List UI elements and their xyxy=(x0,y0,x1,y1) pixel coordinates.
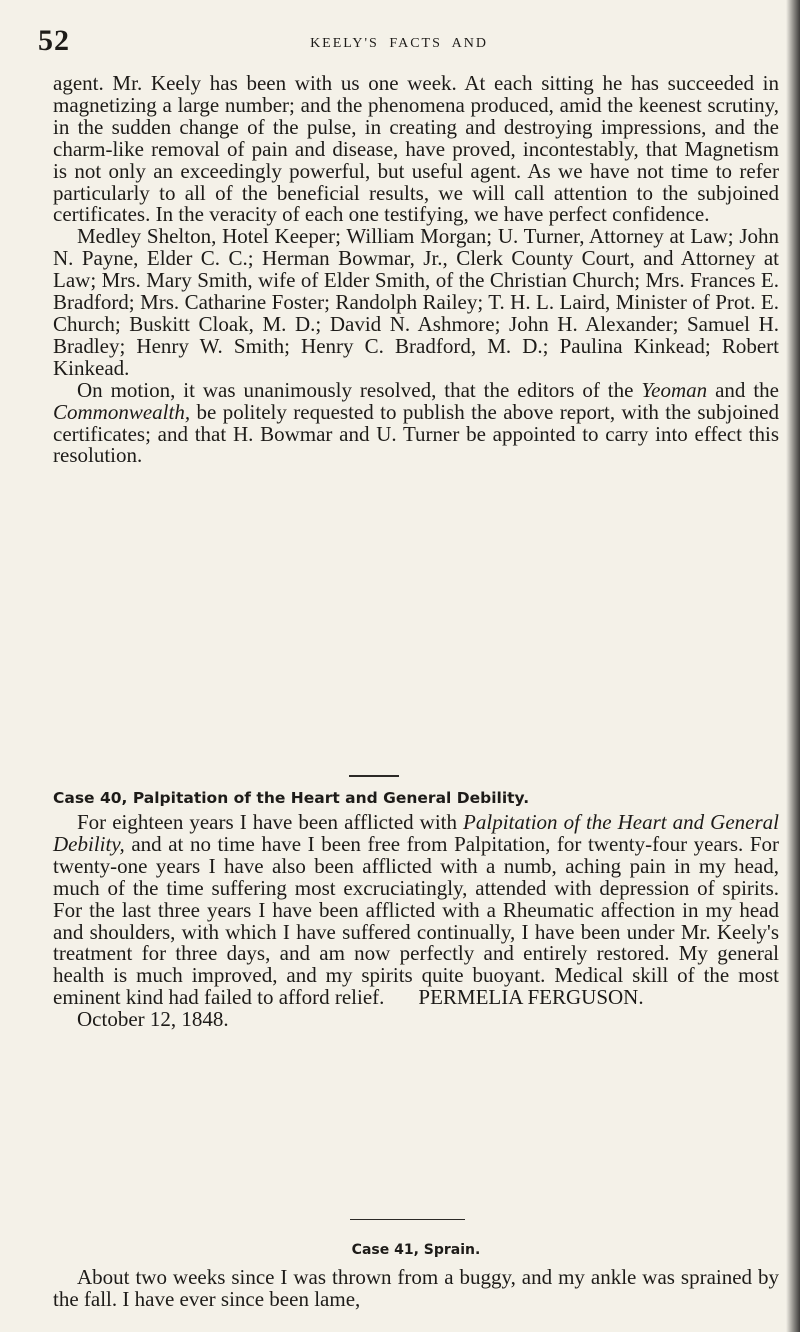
case-40-heading: Case 40, Palpitation of the Heart and General Debility. xyxy=(53,789,530,807)
newspaper-yeoman: Yeoman xyxy=(641,377,708,402)
intro-section xyxy=(53,73,779,467)
page-edge-shadow xyxy=(786,0,800,1332)
newspaper-commonwealth: Commonwealth, xyxy=(53,399,191,424)
resolution-text-end: be politely requested to publish the above report, with the subjoined certificates; and that H. Bowmar and U. Turner be appointed to carry into effect this resolution. xyxy=(53,399,779,468)
case-40-text-end: and at no time have I been free from Palpitation, for twenty-four years. For twenty-one years I have also been afflicted with a numb, aching pain in my head, much of the time suffering most excruciatingly, attended with depression of spirits. For the last three years I have been afflicted with a Rheumatic affection in my head and shoulders, with which I have suffered continually, I have been under Mr. Keely's treatment for three days, and am now perfectly and entirely restored. My general health is much improved, and my spirits quite buoyant. Medical skill of the most eminent kind had failed to afford relief. xyxy=(53,831,779,1010)
resolution-paragraph xyxy=(53,377,779,468)
section-divider xyxy=(349,775,399,777)
case-40-signer: PERMELIA FERGUSON. xyxy=(418,985,644,1010)
case-41-testimony: About two weeks since I was thrown from a buggy, and my ankle was sprained by the fall. I have ever since been lame, xyxy=(53,1265,779,1311)
running-head xyxy=(38,24,760,64)
case-41-heading: Case 41, Sprain. xyxy=(351,1242,481,1258)
running-head-title: KEELY'S FACTS AND xyxy=(310,36,488,51)
resolution-text-start: On motion, it was unanimously resolved, that the editors of the xyxy=(77,377,642,402)
case-40-section xyxy=(53,812,779,1031)
resolution-text-and: and the xyxy=(707,377,779,402)
case-40-condition: Palpitation of the Heart and General Debility, xyxy=(53,810,779,856)
case-40-date: October 12, 1848. xyxy=(77,1007,229,1032)
case-40-text-start: For eighteen years I have been afflicted with xyxy=(77,810,464,834)
intro-paragraph: agent. Mr. Keely has been with us one week. At each sitting he has succeeded in magnetizing a large number; and the phenomena produced, amid the keenest scrutiny, in the sudden change of the pulse, in creating and destroying impressions, and the charm-like removal of pain and disease, have proved, incontestably, that Magnetism is not only an exceedingly powerful, but useful agent. As we have not time to refer particularly to all of the beneficial results, we will call attention to the subjoined certificates. In the veracity of each one testifying, we have perfect confidence. xyxy=(53,71,779,227)
page-number: 52 xyxy=(38,24,70,57)
section-divider xyxy=(350,1219,465,1220)
signatories-paragraph: Medley Shelton, Hotel Keeper; William Morgan; U. Turner, Attorney at Law; John N. Payne, Elder C. C.; Herman Bowmar, Jr., Clerk County Court, and Attorney at Law; Mrs. Mary Smith, wife of Elder Smith, of the Christian Church; Mrs. Frances E. Bradford; Mrs. Catharine Foster; Randolph Railey; T. H. L. Laird, Minister of Prot. E. Church; Buskitt Cloak, M. D.; David N. Ashmore; John H. Alexander; Samuel H. Bradley; Henry W. Smith; Henry C. Bradford, M. D.; Paulina Kinkead; Robert Kinkead. xyxy=(53,224,779,380)
case-40-testimony xyxy=(53,812,779,1009)
case-41-section xyxy=(53,1267,779,1311)
